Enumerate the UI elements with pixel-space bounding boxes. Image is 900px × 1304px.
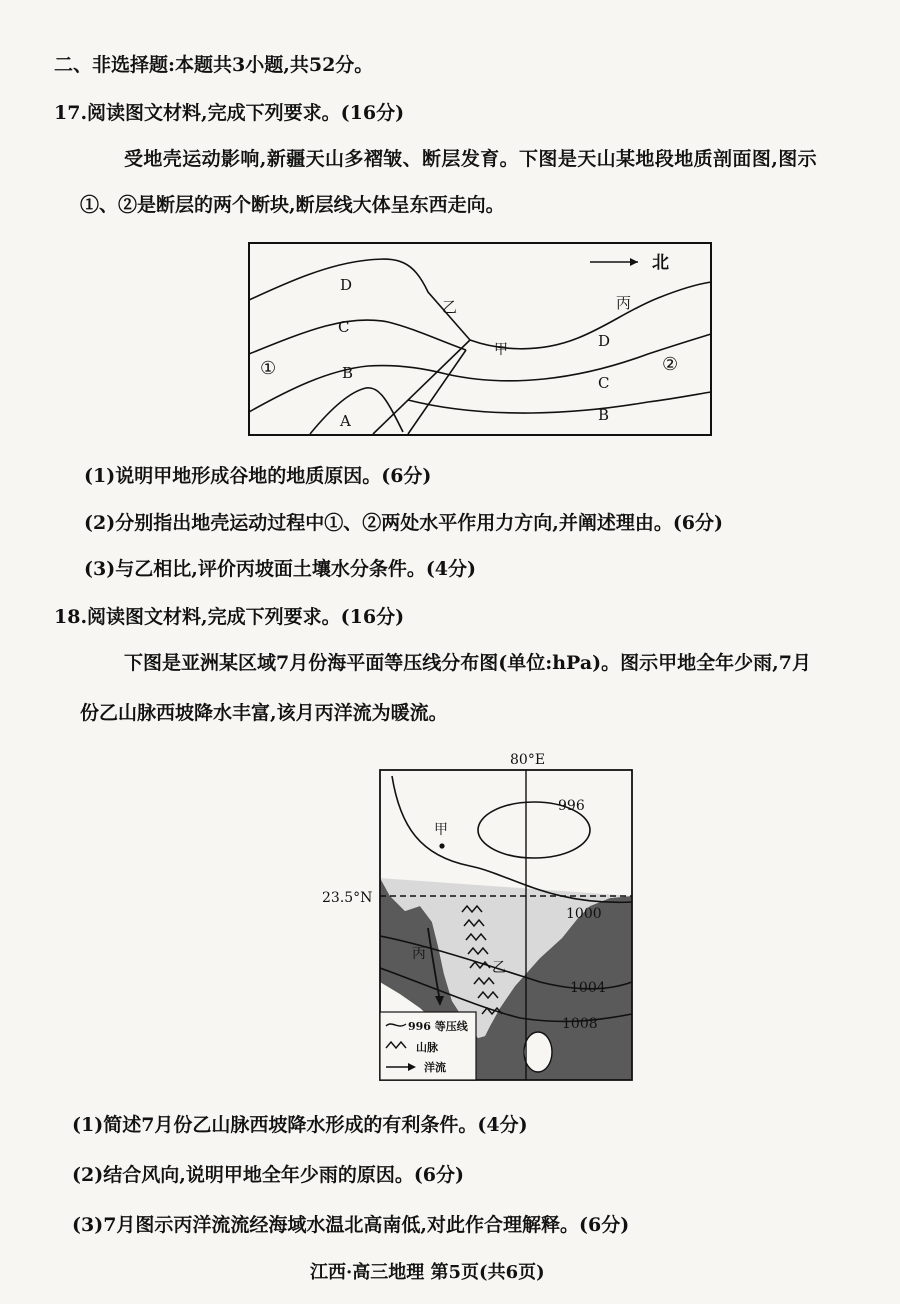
map-label-jia: 甲	[434, 822, 448, 838]
legend-mountain-label: 山脉	[416, 1041, 438, 1054]
block-1-label: ①	[260, 358, 277, 379]
map-label-bing: 丙	[412, 946, 426, 962]
isobar-996-label: 996	[558, 798, 585, 814]
layer-c-right: C	[598, 374, 610, 392]
legend-current-label: 洋流	[424, 1061, 446, 1074]
q18-sub2: (2)结合风向,说明甲地全年少雨的原因。(6分)	[72, 1164, 465, 1186]
q18-sub3: (3)7月图示丙洋流流经海域水温北高南低,对此作合理解释。(6分)	[72, 1214, 630, 1236]
layer-d-right: D	[598, 332, 611, 350]
q18-material-line2: 份乙山脉西坡降水丰富,该月丙洋流为暖流。	[80, 702, 448, 724]
isobar-map	[320, 746, 640, 1082]
q17-material-line1: 受地壳运动影响,新疆天山多褶皱、断层发育。下图是天山某地段地质剖面图,图示	[124, 148, 818, 170]
q17-sub3: (3)与乙相比,评价丙坡面土壤水分条件。(4分)	[84, 558, 477, 580]
north-label: 北	[652, 253, 669, 273]
section-header: 二、非选择题:本题共3小题,共52分。	[54, 54, 374, 76]
q17-material-line2: ①、②是断层的两个断块,断层线大体呈东西走向。	[80, 194, 505, 216]
label-jia: 甲	[494, 342, 508, 358]
layer-d-left: D	[340, 276, 353, 294]
label-yi: 乙	[442, 298, 458, 316]
label-bing: 丙	[616, 294, 632, 312]
page-footer: 江西·高三地理 第5页(共6页)	[310, 1262, 545, 1283]
lon-80e-label: 80°E	[510, 752, 546, 768]
isobar-1000-label: 1000	[566, 906, 602, 922]
q17-sub2: (2)分别指出地壳运动过程中①、②两处水平作用力方向,并阐述理由。(6分)	[84, 512, 724, 534]
map-label-yi: 乙	[492, 960, 506, 976]
legend-isobar-label: 996 等压线	[408, 1020, 468, 1033]
layer-b-left: B	[342, 364, 354, 382]
layer-c-left: C	[338, 318, 350, 336]
q18-material-line1: 下图是亚洲某区域7月份海平面等压线分布图(单位:hPa)。图示甲地全年少雨,7月	[124, 652, 811, 674]
block-2-label: ②	[662, 354, 679, 375]
q17-stem: 17.阅读图文材料,完成下列要求。(16分)	[54, 102, 405, 124]
layer-a-left: A	[340, 412, 351, 430]
q18-stem: 18.阅读图文材料,完成下列要求。(16分)	[54, 606, 405, 628]
q17-sub1: (1)说明甲地形成谷地的地质原因。(6分)	[84, 465, 432, 487]
isobar-1008-label: 1008	[562, 1016, 598, 1032]
geologic-cross-section	[248, 242, 712, 436]
q18-sub1: (1)简述7月份乙山脉西坡降水形成的有利条件。(4分)	[72, 1114, 528, 1136]
lat-23-5n-label: 23.5°N	[322, 890, 373, 906]
layer-b-right: B	[598, 406, 610, 424]
isobar-1004-label: 1004	[570, 980, 606, 996]
